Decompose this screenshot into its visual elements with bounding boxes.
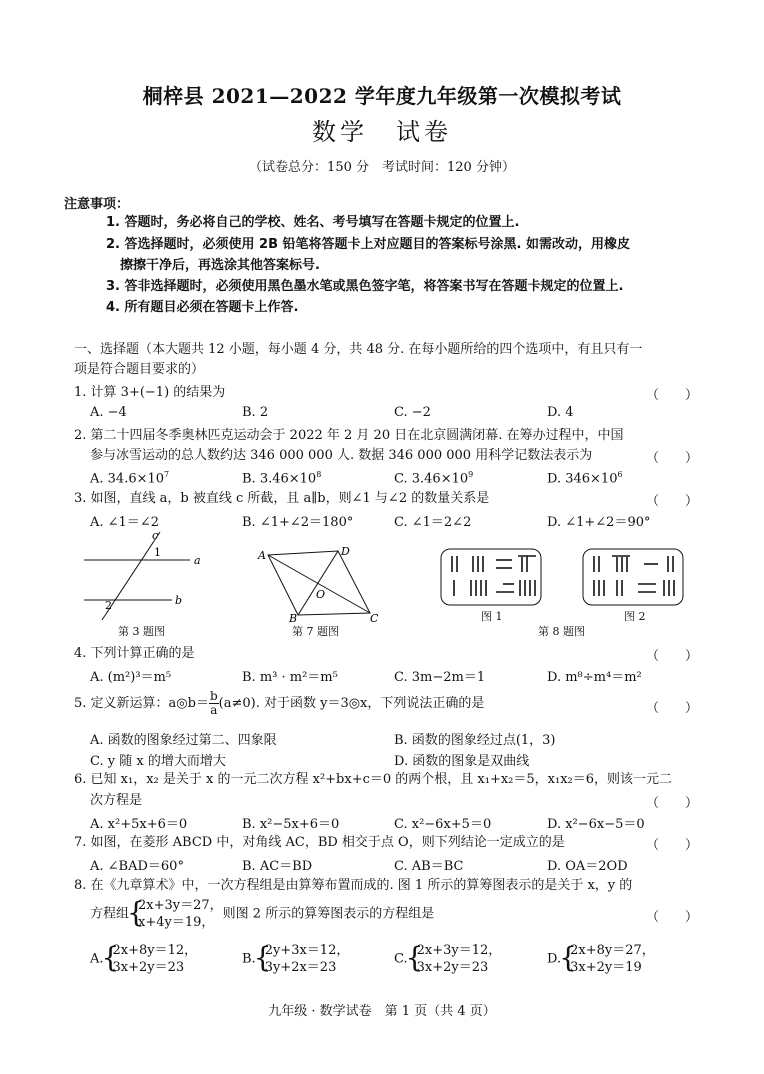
diagonal-bd	[298, 551, 338, 615]
q2-stem-cont: 参与冰雪运动的总人数约达 346 000 000 人. 数据 346 000 000 用科学记数法表示为	[90, 448, 593, 463]
label-D: D	[341, 545, 350, 558]
exam-info: （试卷总分：150 分 考试时间：120 分钟）	[249, 160, 515, 175]
q8-option-c: C. { 2x+3y＝12， 3x+2y＝23	[394, 942, 501, 976]
section1-intro: 一、选择题（本大题共 12 小题，每小题 4 分，共 48 分. 在每小题所给的四个选项中，有且只有一	[74, 342, 643, 357]
exam-title: 桐梓县 2021—2022 学年度九年级第一次模拟考试	[142, 84, 622, 108]
figure-q8-2	[582, 548, 684, 606]
q4-option-d: D. m⁸÷m⁴＝m²	[547, 670, 642, 685]
label-c: c	[152, 530, 159, 542]
q3-answer-paren: （ ）	[646, 494, 699, 509]
q5-answer-paren: （ ）	[646, 701, 699, 716]
label-C: C	[370, 612, 379, 623]
q1-option-d: D. 4	[547, 405, 574, 420]
q6-stem: 6. 已知 x₁，x₂ 是关于 x 的一元二次方程 x²+bx+c＝0 的两个根，且 x₁+x₂＝5，x₁x₂＝6，则该一元二	[74, 772, 673, 787]
q4-option-c: C. 3m−2m＝1	[394, 670, 486, 685]
notice-item-4: 4. 所有题目必须在答题卡上作答.	[106, 300, 299, 315]
q6-option-b: B. x²−5x+6＝0	[242, 817, 340, 832]
q3-option-b: B. ∠1+∠2＝180°	[242, 515, 354, 530]
q8-answer-paren: （ ）	[646, 910, 699, 925]
q1-option-a: A. −4	[90, 405, 127, 420]
q2-option-d: D. $346\times 10^6$	[547, 470, 623, 487]
q2-option-a: A. $34.6\times 10^7$	[90, 470, 170, 487]
figure-q7	[252, 543, 387, 623]
q1-option-b: B. 2	[242, 405, 269, 420]
q6-option-a: A. x²+5x+6＝0	[90, 817, 188, 832]
q1-answer-paren: （ ）	[646, 388, 699, 403]
fig7-caption: 第 7 题图	[292, 625, 339, 638]
fig8-sub2-caption: 图 2	[624, 610, 646, 623]
q6-option-c: C. x²−6x+5＝0	[394, 817, 492, 832]
notice-item-1: 1. 答题时，务必将自己的学校、姓名、考号填写在答题卡规定的位置上.	[106, 215, 520, 230]
q8-option-b: B. { 2y+3x＝12， 3y+2x＝23	[242, 942, 349, 976]
label-b: b	[175, 594, 183, 607]
label-angle-2: 2	[105, 599, 112, 612]
label-A: A	[258, 549, 266, 562]
q3-option-c: C. ∠1＝2∠2	[394, 515, 472, 530]
notice-item-3: 3. 答非选择题时，必须使用黑色墨水笔或黑色签字笔，将答案书写在答题卡规定的位置上.	[106, 279, 624, 294]
q2-option-c: C. $3.46\times 10^9$	[394, 470, 474, 487]
q5-fraction: $\frac{b}{a}$	[209, 689, 218, 717]
fig8-caption: 第 8 题图	[538, 625, 585, 638]
rhombus-abcd	[268, 551, 370, 615]
q2-answer-paren: （ ）	[646, 451, 699, 466]
q7-option-a: A. ∠BAD＝60°	[90, 859, 184, 874]
notice-heading: 注意事项：	[64, 197, 130, 212]
label-a: a	[194, 554, 201, 567]
q6-answer-paren: （ ）	[646, 796, 699, 811]
q7-stem: 7. 如图，在菱形 ABCD 中，对角线 AC，BD 相交于点 O，则下列结论一定成立的是	[74, 835, 565, 850]
q4-option-b: B. m³ · m²＝m⁵	[242, 670, 338, 685]
label-angle-1: 1	[154, 546, 161, 559]
fig8-sub1-caption: 图 1	[481, 610, 503, 623]
q8-system: { 2x+3y＝27， x+4y＝19，	[129, 897, 223, 931]
q6-stem-cont: 次方程是	[90, 793, 143, 808]
figure-q3	[80, 530, 210, 622]
q3-stem: 3. 如图，直线 a，b 被直线 c 所截，且 a∥b，则∠1 与∠2 的数量关系是	[74, 491, 490, 506]
q8-option-d: D. { 2x+8y＝27， 3x+2y＝19	[547, 942, 655, 976]
q5-option-a: A. 函数的图象经过第二、四象限	[90, 733, 277, 748]
q7-option-c: C. AB＝BC	[394, 859, 464, 874]
q5-option-c: C. y 随 x 的增大而增大	[90, 754, 226, 769]
q7-answer-paren: （ ）	[646, 838, 699, 853]
q1-option-c: C. −2	[394, 405, 431, 420]
q1-stem: 1. 计算 3+(−1) 的结果为	[74, 385, 226, 400]
notice-item-2: 2. 答选择题时，必须使用 2B 铅笔将答题卡上对应题目的答案标号涂黑. 如需改动，用橡皮	[106, 237, 630, 252]
q3-option-a: A. ∠1＝∠2	[90, 515, 159, 530]
q6-option-d: D. x²−6x−5＝0	[547, 817, 645, 832]
q3-option-d: D. ∠1+∠2＝90°	[547, 515, 651, 530]
q8-stem-cont: 方程组 { 2x+3y＝27， x+4y＝19， 则图 2 所示的算筹图表示的方程组是	[90, 897, 434, 931]
q8-stem: 8. 在《九章算术》中，一次方程组是由算筹布置而成的. 图 1 所示的算筹图表示的是关于 x，y 的	[74, 878, 633, 893]
q4-option-a: A. (m²)³＝m⁵	[90, 670, 172, 685]
page-footer: 九年级 · 数学试卷 第 1 页（共 4 页）	[268, 1004, 496, 1019]
q7-option-d: D. OA＝2OD	[547, 859, 628, 874]
q4-stem: 4. 下列计算正确的是	[74, 646, 195, 661]
q7-option-b: B. AC＝BD	[242, 859, 313, 874]
figure-q8-1	[440, 548, 542, 606]
q5-option-b: B. 函数的图象经过点(1，3)	[394, 733, 556, 748]
notice-item-2-cont: 擦擦干净后，再选涂其他答案标号.	[120, 258, 320, 273]
q4-answer-paren: （ ）	[646, 649, 699, 664]
label-O: O	[316, 588, 326, 601]
q5-option-d: D. 函数的图象是双曲线	[394, 754, 530, 769]
q5-stem: 5. 定义新运算：a◎b＝ $\frac{b}{a}$ (a≠0). 对于函数 y＝3◎x，下列说法正确的是	[74, 689, 485, 717]
q2-stem: 2. 第二十四届冬季奥林匹克运动会于 2022 年 2 月 20 日在北京圆满闭幕. 在筹办过程中，中国	[74, 428, 624, 443]
q8-option-a: A. { 2x+8y＝12， 3x+2y＝23	[90, 942, 197, 976]
section1-intro-cont: 项是符合题目要求的）	[74, 362, 205, 377]
fig3-caption: 第 3 题图	[118, 625, 165, 638]
q2-option-b: B. $3.46\times 10^8$	[242, 470, 322, 487]
exam-subject: 数学 试卷	[312, 118, 452, 146]
label-B: B	[289, 612, 298, 623]
